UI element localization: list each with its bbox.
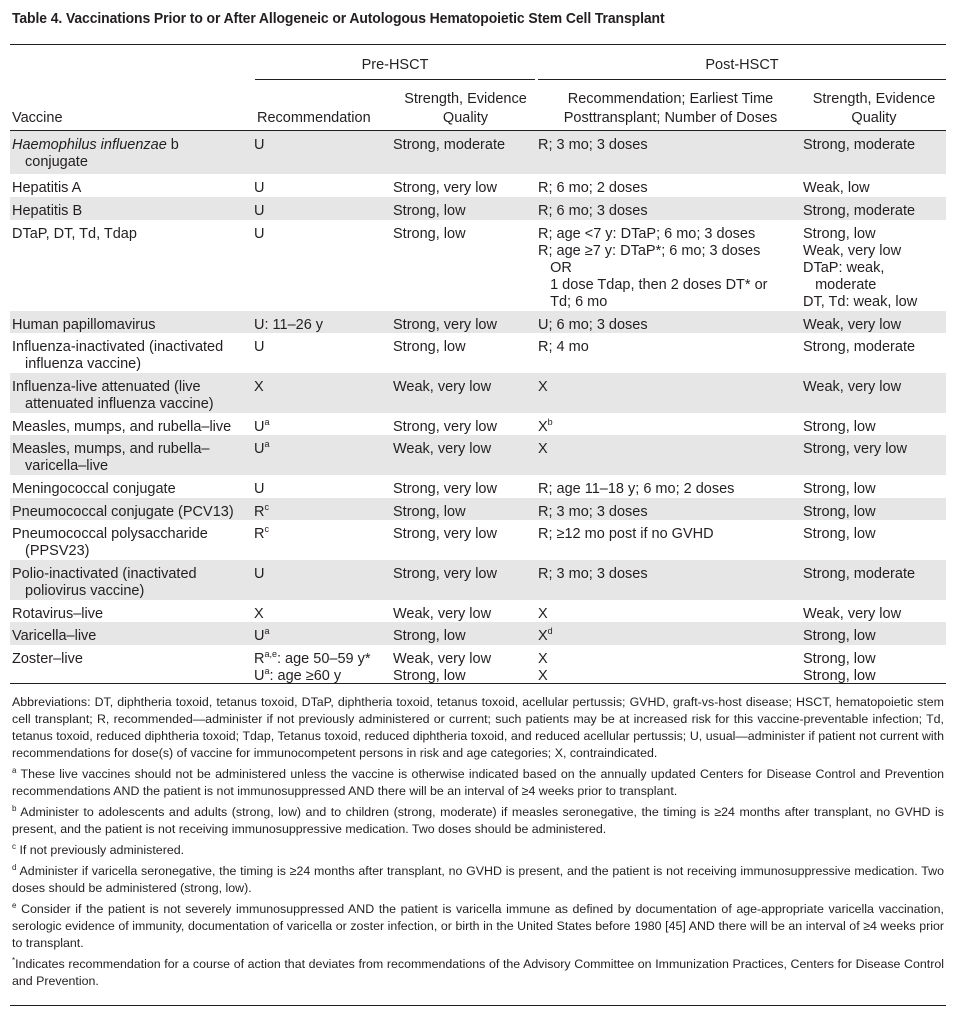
footnote-text: Indicates recommendation for a course of action that deviates from recommendations of the Advisory Committee on Immunization Practices, Centers for Disease Control and Prevention. bbox=[12, 957, 944, 988]
pre-recommendation-value: U bbox=[254, 481, 265, 497]
footnote-marker: a bbox=[264, 666, 270, 676]
pre-strength-cell: Weak, very low Strong, low bbox=[393, 651, 492, 684]
post-recommendation-cell bbox=[538, 481, 796, 498]
footnote-marker: c bbox=[12, 842, 16, 851]
bottom-rule bbox=[10, 1005, 946, 1006]
vaccine-name: b conjugate bbox=[25, 137, 179, 170]
footnote-marker: a bbox=[264, 439, 270, 449]
vaccine-cell bbox=[12, 226, 263, 243]
post-recommendation-value: X X bbox=[538, 651, 548, 684]
post-recommendation-cell bbox=[538, 203, 796, 220]
post-recommendation-value: X bbox=[538, 419, 548, 435]
pre-strength-cell: Strong, very low bbox=[393, 526, 497, 542]
footnote-marker: a,e bbox=[264, 649, 277, 659]
post-recommendation-value: X bbox=[538, 606, 548, 622]
pre-hsct-group-rule bbox=[255, 79, 535, 80]
post-recommendation-value: X bbox=[538, 379, 548, 395]
post-strength-cell: Strong, moderate bbox=[803, 566, 916, 582]
vaccine-name: Measles, mumps, and rubella– varicella–live bbox=[12, 441, 210, 474]
post-recommendation-value: R; 6 mo; 3 doses bbox=[538, 203, 648, 219]
vaccine-name: Zoster–live bbox=[12, 651, 83, 667]
footnote-marker: b bbox=[12, 804, 17, 813]
vaccine-name: Pneumococcal polysaccharide (PPSV23) bbox=[12, 526, 208, 559]
vaccine-cell bbox=[12, 504, 263, 521]
footnote-marker: c bbox=[264, 524, 269, 534]
table-title: Table 4. Vaccinations Prior to or After Allogeneic or Autologous Hematopoietic Stem Cell Transplant bbox=[12, 10, 665, 27]
footnote bbox=[12, 804, 944, 838]
footnote-marker: d bbox=[12, 863, 17, 872]
vaccine-name: Hepatitis A bbox=[12, 180, 82, 196]
table-row bbox=[10, 475, 946, 498]
pre-strength-cell: Strong, very low bbox=[393, 180, 497, 196]
table-row bbox=[10, 560, 946, 600]
footnote bbox=[12, 901, 944, 952]
vaccine-name: DTaP, DT, Td, Tdap bbox=[12, 226, 137, 242]
table-body bbox=[10, 131, 946, 686]
table-row bbox=[10, 197, 946, 220]
vaccine-cell bbox=[12, 203, 263, 220]
vaccine-cell bbox=[12, 481, 263, 498]
vaccine-name: Measles, mumps, and rubella–live bbox=[12, 419, 232, 435]
footnote-marker: a bbox=[264, 626, 270, 636]
table-row bbox=[10, 622, 946, 645]
table-row bbox=[10, 498, 946, 520]
vaccine-cell bbox=[12, 317, 263, 334]
pre-strength-cell: Strong, low bbox=[393, 628, 466, 644]
pre-strength-cell: Strong, very low bbox=[393, 481, 497, 497]
post-strength-cell: Strong, moderate bbox=[803, 203, 916, 219]
col-header-pre-strength: Strength, Evidence Quality bbox=[404, 91, 527, 126]
footnote bbox=[12, 956, 944, 990]
vaccine-name: Human papillomavirus bbox=[12, 317, 156, 333]
post-strength-cell: Strong, low Strong, low bbox=[803, 651, 876, 684]
post-strength-cell: Strong, low bbox=[803, 419, 876, 435]
pre-recommendation-cell bbox=[254, 203, 390, 220]
table-row bbox=[10, 373, 946, 413]
pre-recommendation-value: U bbox=[254, 566, 265, 582]
post-recommendation-value: X bbox=[538, 628, 548, 644]
table-row bbox=[10, 131, 946, 174]
pre-hsct-group-header: Pre-HSCT bbox=[361, 57, 429, 73]
pre-recommendation-line bbox=[254, 651, 390, 668]
footnote bbox=[12, 863, 944, 897]
pre-recommendation-value: U bbox=[254, 203, 265, 219]
vaccine-name: Hepatitis B bbox=[12, 203, 83, 219]
post-recommendation-cell bbox=[538, 526, 796, 543]
post-recommendation-cell bbox=[538, 180, 796, 197]
footnote-text: These live vaccines should not be administered unless the vaccine is otherwise indicated based on the annually updated Centers for Disease Control and Prevention recommendations AND the patient is not immunosuppressed AND there will be an interval of ≥4 weeks prior to transplant. bbox=[12, 767, 944, 798]
pre-recommendation-cell bbox=[254, 566, 390, 583]
table-bottom-rule bbox=[10, 683, 946, 684]
post-recommendation-cell bbox=[538, 226, 796, 311]
pre-recommendation-cell bbox=[254, 226, 390, 243]
post-strength-cell: Strong, low Weak, very low DTaP: weak, moderate DT, Td: weak, low bbox=[803, 226, 918, 310]
pre-recommendation-cell bbox=[254, 441, 390, 458]
footnote bbox=[12, 766, 944, 800]
footnote-marker: b bbox=[547, 417, 553, 427]
pre-recommendation-cell bbox=[254, 419, 390, 436]
post-recommendation-cell bbox=[538, 339, 796, 356]
pre-recommendation-value: U bbox=[254, 180, 265, 196]
pre-strength-cell: Weak, very low bbox=[393, 606, 492, 622]
post-recommendation-cell bbox=[538, 566, 796, 583]
footnote-marker: c bbox=[264, 502, 269, 512]
footnote bbox=[12, 842, 944, 859]
post-recommendation-value: R; 4 mo bbox=[538, 339, 589, 355]
table-row bbox=[10, 645, 946, 686]
vaccine-cell bbox=[12, 137, 263, 171]
footnote-text: Administer if varicella seronegative, the timing is ≥24 months after transplant, no GVHD is present, and the patient is not receiving immunosuppressive medication. Two doses should be administered (strong, low). bbox=[12, 864, 944, 895]
pre-recommendation-detail: : age 50–59 y* bbox=[277, 651, 371, 667]
pre-strength-cell: Weak, very low bbox=[393, 379, 492, 395]
vaccine-name: Influenza-live attenuated (live attenuated influenza vaccine) bbox=[12, 379, 214, 412]
post-recommendation-cell bbox=[538, 317, 796, 334]
pre-strength-cell: Strong, very low bbox=[393, 419, 497, 435]
col-header-pre-recommendation: Recommendation bbox=[257, 110, 371, 126]
vaccine-cell bbox=[12, 441, 263, 475]
pre-recommendation-cell bbox=[254, 606, 390, 623]
post-strength-cell: Strong, very low bbox=[803, 441, 907, 457]
table-row bbox=[10, 333, 946, 373]
vaccine-name: Polio-inactivated (inactivated poliovirus vaccine) bbox=[12, 566, 197, 599]
table-row bbox=[10, 311, 946, 333]
vaccine-cell bbox=[12, 628, 263, 645]
post-strength-cell: Strong, low bbox=[803, 628, 876, 644]
vaccine-cell bbox=[12, 419, 263, 436]
post-recommendation-value: R; age <7 y: DTaP; 6 mo; 3 doses R; age ≥7 y: DTaP*; 6 mo; 3 doses OR 1 dose Tdap, then 2 doses DT* or Td; 6 mo bbox=[538, 226, 768, 310]
vaccine-cell bbox=[12, 566, 263, 600]
post-hsct-group-header: Post-HSCT bbox=[705, 57, 779, 73]
post-recommendation-value: R; 3 mo; 3 doses bbox=[538, 137, 648, 153]
post-strength-cell: Strong, low bbox=[803, 526, 876, 542]
footnote-text: If not previously administered. bbox=[16, 843, 185, 857]
vaccine-cell bbox=[12, 651, 263, 668]
vaccine-name: Meningococcal conjugate bbox=[12, 481, 176, 497]
footnote-marker: a bbox=[264, 417, 270, 427]
table-row bbox=[10, 413, 946, 435]
pre-recommendation-value: U bbox=[254, 441, 265, 457]
post-strength-cell: Weak, low bbox=[803, 180, 870, 196]
post-recommendation-cell bbox=[538, 441, 796, 458]
post-strength-cell: Weak, very low bbox=[803, 317, 902, 333]
post-recommendation-value: R; 3 mo; 3 doses bbox=[538, 504, 648, 520]
pre-strength-cell: Strong, moderate bbox=[393, 137, 506, 153]
post-strength-cell: Strong, low bbox=[803, 504, 876, 520]
post-recommendation-value: R; age 11–18 y; 6 mo; 2 doses bbox=[538, 481, 735, 497]
post-strength-cell: Weak, very low bbox=[803, 606, 902, 622]
post-strength-cell: Strong, low bbox=[803, 481, 876, 497]
footnote-marker: a bbox=[12, 766, 17, 775]
pre-recommendation-cell bbox=[254, 137, 390, 154]
pre-strength-cell: Strong, low bbox=[393, 226, 466, 242]
post-hsct-group-rule bbox=[538, 79, 946, 80]
pre-recommendation-value: R bbox=[254, 504, 265, 520]
footnotes bbox=[12, 694, 944, 994]
top-rule bbox=[10, 44, 946, 45]
col-header-vaccine: Vaccine bbox=[12, 110, 63, 126]
pre-recommendation-cell bbox=[254, 526, 390, 543]
pre-recommendation-value: U bbox=[254, 226, 265, 242]
vaccine-name: Varicella–live bbox=[12, 628, 97, 644]
post-recommendation-cell bbox=[538, 137, 796, 154]
table-row bbox=[10, 174, 946, 197]
pre-strength-cell: Strong, low bbox=[393, 203, 466, 219]
footnote-text: Administer to adolescents and adults (strong, low) and to children (strong, moderate) if measles seronegative, the timing is ≥24 months after transplant, no GVHD is present, and the patient is not receiving immunosuppressive medication. Two doses should be administered. bbox=[12, 805, 944, 836]
footnote-marker: * bbox=[12, 956, 16, 965]
vaccine-name-italic: Haemophilus influenzae bbox=[12, 137, 167, 153]
pre-recommendation-cell bbox=[254, 504, 390, 521]
post-recommendation-cell bbox=[538, 379, 796, 396]
pre-strength-cell: Strong, low bbox=[393, 504, 466, 520]
table-row bbox=[10, 520, 946, 560]
table-row bbox=[10, 435, 946, 475]
pre-recommendation-value: X bbox=[254, 606, 264, 622]
post-recommendation-cell bbox=[538, 651, 796, 685]
vaccine-cell bbox=[12, 526, 263, 560]
pre-recommendation-value: U bbox=[254, 137, 265, 153]
pre-strength-cell: Weak, very low bbox=[393, 441, 492, 457]
post-recommendation-cell bbox=[538, 504, 796, 521]
pre-recommendation-cell bbox=[254, 481, 390, 498]
post-recommendation-value: R; ≥12 mo post if no GVHD bbox=[538, 526, 714, 542]
pre-recommendation-cell bbox=[254, 317, 390, 334]
table-row bbox=[10, 600, 946, 622]
pre-recommendation-cell bbox=[254, 379, 390, 396]
table-row bbox=[10, 220, 946, 311]
post-recommendation-value: R; 3 mo; 3 doses bbox=[538, 566, 648, 582]
pre-recommendation-cell bbox=[254, 628, 390, 645]
vaccine-name: Influenza-inactivated (inactivated influenza vaccine) bbox=[12, 339, 224, 372]
pre-recommendation-cell bbox=[254, 180, 390, 197]
pre-recommendation-detail: : age ≥60 y bbox=[269, 668, 342, 684]
footnote bbox=[12, 694, 944, 762]
post-recommendation-value: X bbox=[538, 441, 548, 457]
pre-strength-cell: Strong, very low bbox=[393, 566, 497, 582]
vaccine-cell bbox=[12, 339, 263, 373]
pre-strength-cell: Strong, very low bbox=[393, 317, 497, 333]
vaccine-name: Rotavirus–live bbox=[12, 606, 104, 622]
post-recommendation-cell bbox=[538, 628, 796, 645]
post-strength-cell: Strong, moderate bbox=[803, 339, 916, 355]
vaccine-name: Pneumococcal conjugate (PCV13) bbox=[12, 504, 234, 520]
post-recommendation-cell bbox=[538, 419, 796, 436]
col-header-post-recommendation: Recommendation; Earliest Time Posttransplant; Number of Doses bbox=[563, 91, 778, 126]
pre-recommendation-code: U bbox=[254, 668, 265, 684]
post-recommendation-value: R; 6 mo; 2 doses bbox=[538, 180, 648, 196]
pre-recommendation-cell bbox=[254, 339, 390, 356]
vaccine-cell bbox=[12, 379, 263, 413]
footnote-marker: e bbox=[12, 901, 17, 910]
post-recommendation-cell bbox=[538, 606, 796, 623]
post-recommendation-value: U; 6 mo; 3 doses bbox=[538, 317, 648, 333]
post-strength-cell: Strong, moderate bbox=[803, 137, 916, 153]
pre-recommendation-code: R bbox=[254, 651, 265, 667]
col-header-post-strength: Strength, Evidence Quality bbox=[812, 91, 936, 126]
post-strength-cell: Weak, very low bbox=[803, 379, 902, 395]
vaccine-cell bbox=[12, 180, 263, 197]
pre-recommendation-value: X bbox=[254, 379, 264, 395]
footnote-text: Consider if the patient is not severely immunosuppressed AND the patient is varicella immune as defined by documentation of age-appropriate varicella vaccination, serologic evidence of immunity, documentation of varicella or zoster infection, or birth in the United States before 1980 [45] AND there will be an interval of ≥4 weeks prior to transplant. bbox=[12, 902, 944, 950]
pre-recommendation-value: U bbox=[254, 339, 265, 355]
pre-recommendation-cell bbox=[254, 651, 390, 685]
vaccine-cell bbox=[12, 606, 263, 623]
footnote-text: Abbreviations: DT, diphtheria toxoid, tetanus toxoid, DTaP, diphtheria toxoid, tetanus toxoid, acellular pertussis; GVHD, graft-vs-host disease; HSCT, hematopoietic stem cell transplant; R, recommended—administer if not previously administered or current; such patients may be at increased risk for this vaccine-preventable infection; Td, tetanus toxoid, reduced diphtheria toxoid; Tdap, Tetanus toxoid, reduced diphtheria toxoid, and reduced acellular pertussis; U, usual—administer if patient not current with recommendations for dose(s) of vaccine for immunocompetent persons in risk and age categories; X, contraindicated. bbox=[12, 695, 944, 760]
pre-recommendation-value: U: 11–26 y bbox=[254, 317, 324, 333]
pre-recommendation-value: U bbox=[254, 419, 265, 435]
pre-recommendation-value: U bbox=[254, 628, 265, 644]
pre-recommendation-value: R bbox=[254, 526, 265, 542]
pre-strength-cell: Strong, low bbox=[393, 339, 466, 355]
footnote-marker: d bbox=[547, 626, 553, 636]
